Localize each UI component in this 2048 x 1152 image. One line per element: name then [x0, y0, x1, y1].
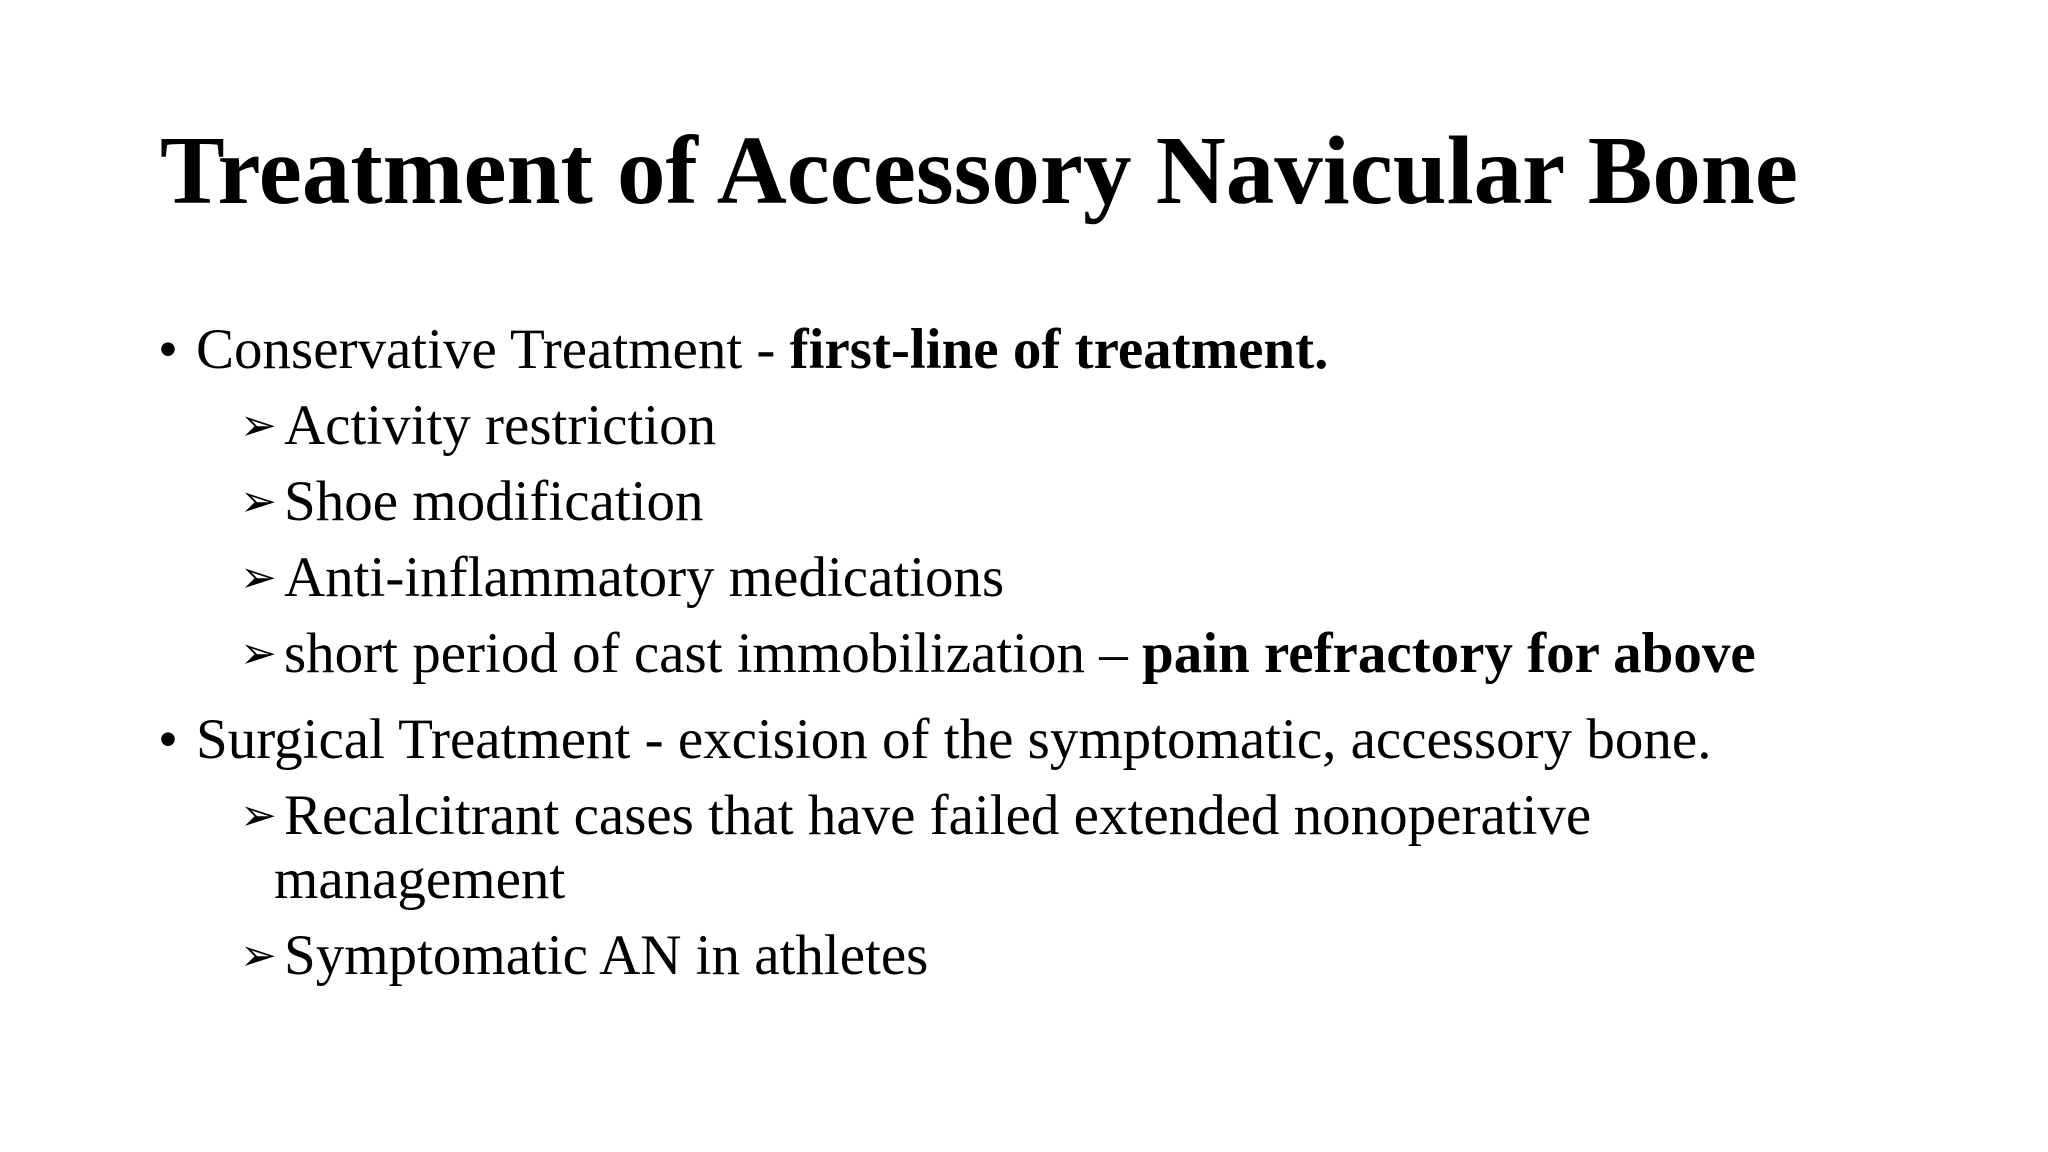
bullet-conservative-treatment [158, 312, 1958, 388]
sub-bullet-activity-restriction [240, 388, 1958, 464]
arrow-bullet-icon: ➢ [240, 552, 277, 603]
bullet-dot-icon: • [158, 708, 178, 771]
sub-bullet-text: short period of cast immobilization – [284, 622, 1143, 685]
sub-bullet-recalcitrant-cases [240, 778, 1614, 918]
sub-bullet-text: Recalcitrant cases that have failed extended nonoperative [284, 784, 1592, 847]
arrow-bullet-icon: ➢ [240, 400, 277, 451]
sub-bullet-text: Activity restriction [284, 394, 717, 457]
sub-bullet-bold-text: pain refractory for above [1142, 622, 1756, 685]
sub-bullet-symptomatic-athletes [240, 918, 1958, 994]
sub-bullet-text: Anti-inflammatory medications [284, 546, 1005, 609]
arrow-bullet-icon: ➢ [240, 930, 277, 981]
bullet-text: Conservative Treatment - [196, 318, 790, 381]
sub-bullet-anti-inflammatory [240, 540, 1958, 616]
arrow-bullet-icon: ➢ [240, 628, 277, 679]
bullet-dot-icon: • [158, 318, 178, 381]
sub-bullet-shoe-modification [240, 464, 1958, 540]
slide-body [158, 312, 1958, 994]
slide-title: Treatment of Accessory Navicular Bone [160, 117, 1798, 224]
sub-bullet-text: Symptomatic AN in athletes [284, 924, 929, 987]
bullet-text: Surgical Treatment - excision of the symptomatic, accessory bone. [196, 708, 1712, 771]
arrow-bullet-icon: ➢ [240, 476, 277, 527]
sub-bullet-text: Shoe modification [284, 470, 704, 533]
sub-bullet-continuation-text: management [274, 848, 566, 911]
sub-bullet-cast-immobilization [240, 616, 1958, 692]
bullet-surgical-treatment [158, 702, 1958, 778]
arrow-bullet-icon: ➢ [240, 790, 277, 841]
bullet-bold-text: first-line of treatment. [789, 318, 1329, 381]
